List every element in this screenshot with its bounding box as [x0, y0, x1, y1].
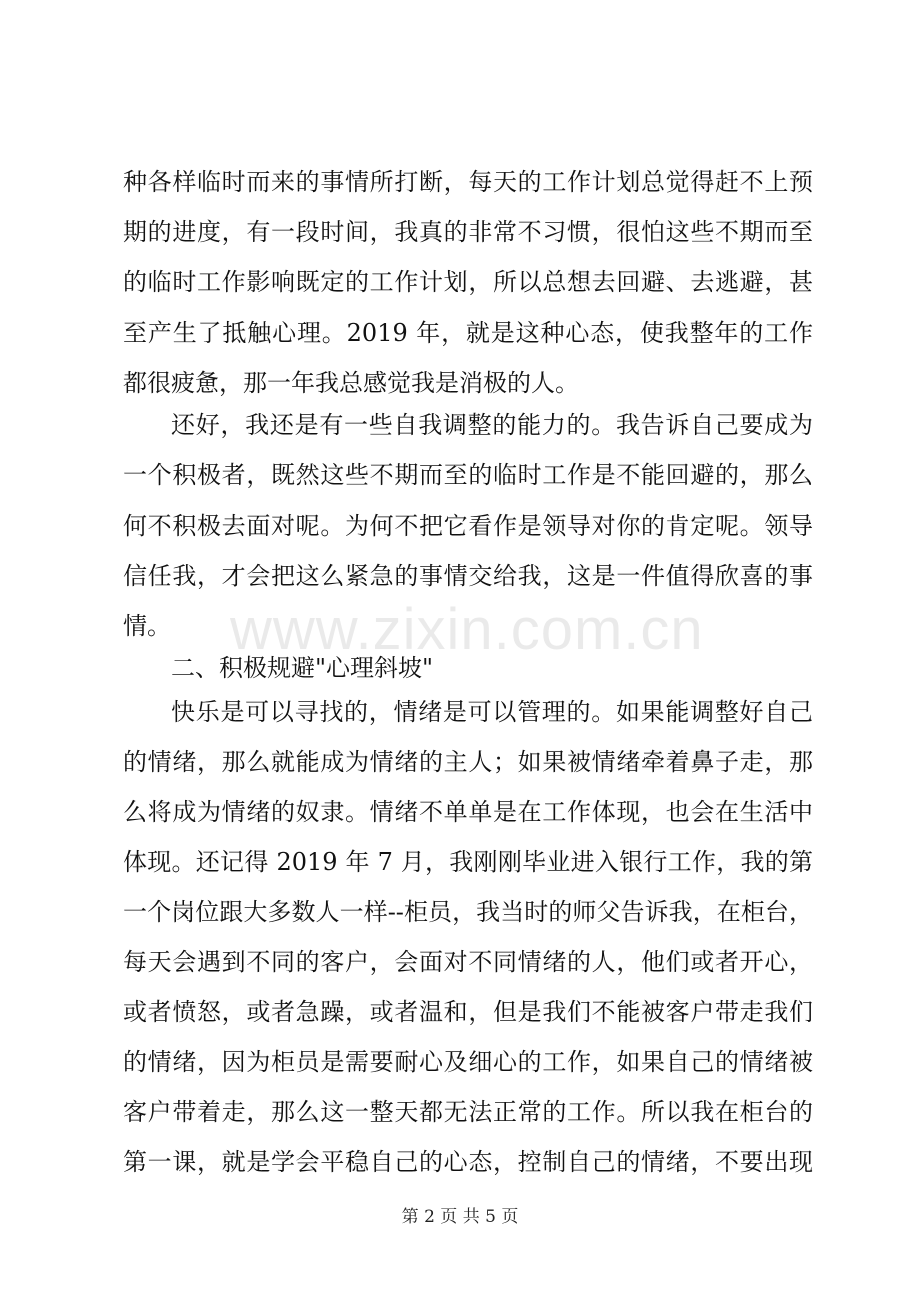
watermark: www.zixin.com.cn	[230, 597, 704, 662]
text-line: 客户带着走，那么这一整天都无法正常的工作。所以我在柜台的	[123, 1098, 813, 1126]
text-line: 快乐是可以寻找的，情绪是可以管理的。如果能调整好自己	[171, 698, 813, 726]
text-line: 期的进度，有一段时间，我真的非常不习惯，很怕这些不期而至	[123, 218, 813, 246]
text-line: 一个岗位跟大多数人一样--柜员，我当时的师父告诉我，在柜台，	[123, 898, 813, 926]
text-line: 至产生了抵触心理。2019 年，就是这种心态，使我整年的工作	[123, 319, 813, 347]
text-line: 一个积极者，既然这些不期而至的临时工作是不能回避的，那么	[123, 461, 813, 489]
text-line: 每天会遇到不同的客户，会面对不同情绪的人，他们或者开心，	[123, 948, 813, 976]
text-line: 体现。还记得 2019 年 7 月，我刚刚毕业进入银行工作，我的第	[123, 848, 813, 876]
text-line: 信任我，才会把这么紧急的事情交给我，这是一件值得欣喜的事	[123, 562, 813, 590]
text-line: 的情绪，因为柜员是需要耐心及细心的工作，如果自己的情绪被	[123, 1048, 813, 1076]
text-line: 么将成为情绪的奴隶。情绪不单单是在工作体现，也会在生活中	[123, 798, 813, 826]
text-line: 都很疲惫，那一年我总感觉我是消极的人。	[123, 369, 579, 397]
text-line: 种各样临时而来的事情所打断，每天的工作计划总觉得赶不上预	[123, 168, 813, 196]
section-heading: 二、积极规避"心理斜坡"	[171, 654, 434, 682]
text-line: 或者愤怒，或者急躁，或者温和，但是我们不能被客户带走我们	[123, 998, 813, 1026]
text-line: 还好，我还是有一些自我调整的能力的。我告诉自己要成为	[171, 411, 813, 439]
text-line: 第一课，就是学会平稳自己的心态，控制自己的情绪，不要出现	[123, 1148, 813, 1176]
page-footer: 第 2 页 共 5 页	[401, 1207, 519, 1227]
text-line: 的临时工作影响既定的工作计划，所以总想去回避、去逃避，甚	[123, 268, 813, 296]
text-line: 何不积极去面对呢。为何不把它看作是领导对你的肯定呢。领导	[123, 512, 813, 540]
text-line: 情。	[123, 612, 171, 640]
text-line: 的情绪，那么就能成为情绪的主人；如果被情绪牵着鼻子走，那	[123, 748, 813, 776]
